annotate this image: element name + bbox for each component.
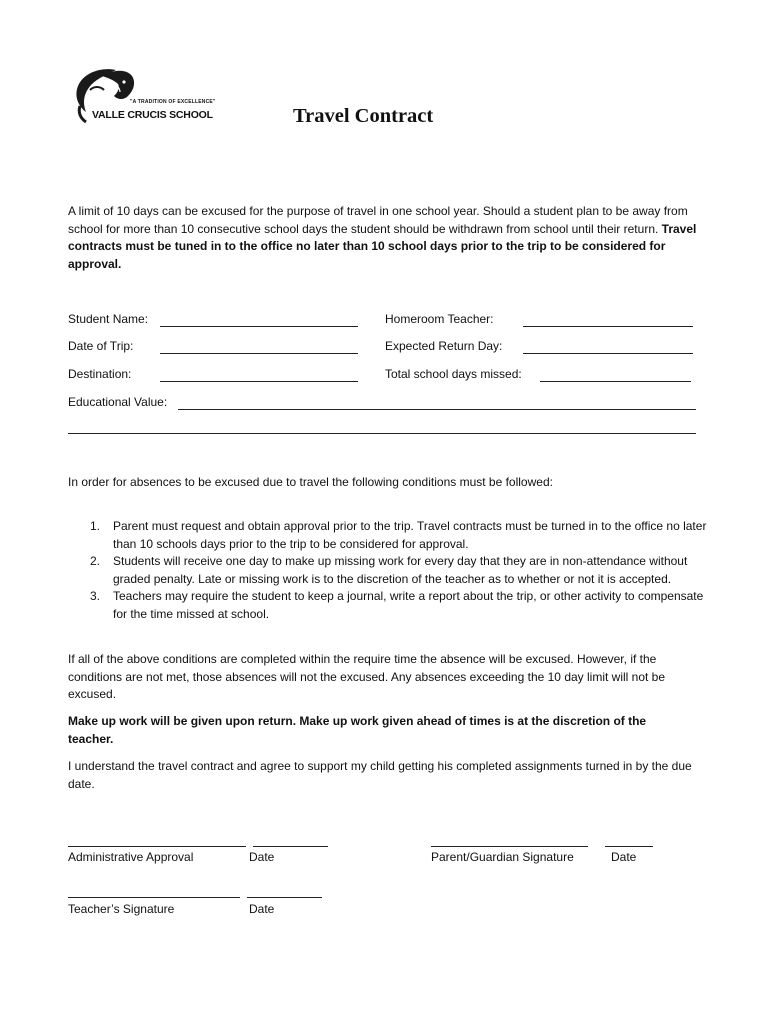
teacher-signature-line[interactable]: [68, 897, 240, 898]
teacher-signature-label: Teacher’s Signature: [68, 902, 175, 916]
excused-paragraph: If all of the above conditions are completed within the require time the absence will be excused. However, if the conditions are not met, those absences will not the excused. Any absences exceeding the 10 day limit will not be excused.: [68, 652, 666, 701]
school-logo: [72, 66, 214, 128]
educational-value-label: Educational Value:: [68, 395, 168, 409]
date-of-trip-line[interactable]: [160, 353, 358, 354]
teacher-date-label: Date: [249, 902, 275, 916]
homeroom-teacher-line[interactable]: [523, 326, 693, 327]
educational-value-line[interactable]: [178, 409, 696, 410]
logo-tagline: "A TRADITION OF EXCELLENCE": [130, 99, 216, 105]
total-days-missed-label: Total school days missed:: [385, 367, 522, 381]
list-item: [90, 518, 710, 553]
list-item: [90, 553, 710, 588]
intro-paragraph: [68, 203, 708, 273]
page-title: Travel Contract: [293, 105, 434, 127]
homeroom-teacher-label: Homeroom Teacher:: [385, 312, 494, 326]
list-item-text: Students will receive one day to make up missing work for every day that they are in non-attendance without graded penalty. Late or missing work is to the discretion of the teacher as to whether or not it is accepted.: [113, 554, 688, 586]
admin-approval-line[interactable]: [68, 846, 246, 847]
destination-line[interactable]: [160, 381, 358, 382]
intro-bold-text: Travel contracts must be tuned in to the office no later than 10 school days prior to the trip to be considered for approval.: [68, 221, 697, 271]
educational-value-line-2[interactable]: [68, 433, 696, 434]
list-item: [90, 588, 710, 623]
destination-label: Destination:: [68, 367, 132, 381]
admin-date-label: Date: [249, 850, 275, 864]
conditions-intro: In order for absences to be excused due to travel the following conditions must be followed:: [68, 475, 553, 489]
student-name-line[interactable]: [160, 326, 358, 327]
admin-approval-label: Administrative Approval: [68, 850, 194, 864]
expected-return-day-label: Expected Return Day:: [385, 339, 503, 353]
list-item-number: 2.: [90, 554, 101, 568]
intro-text: A limit of 10 days can be excused for the purpose of travel in one school year. Should a student plan to be away from school for more than 10 consecutive school days the student should be withdrawn from school until their return.: [68, 204, 688, 236]
date-of-trip-label: Date of Trip:: [68, 339, 134, 353]
total-days-missed-line[interactable]: [540, 381, 691, 382]
expected-return-day-line[interactable]: [523, 353, 693, 354]
logo-school-name: VALLE CRUCIS SCHOOL: [92, 109, 213, 121]
makeup-paragraph: Make up work will be given upon return. Make up work given ahead of times is at the discretion of the teacher.: [68, 714, 647, 746]
parent-date-label: Date: [611, 850, 637, 864]
conditions-list: [90, 518, 710, 623]
list-item-text: Parent must request and obtain approval prior to the trip. Travel contracts must be turned in to the office no later than 10 schools days prior to the trip to be considered for approval.: [113, 519, 707, 551]
parent-signature-line[interactable]: [431, 846, 588, 847]
parent-date-line[interactable]: [605, 846, 653, 847]
list-item-text: Teachers may require the student to keep a journal, write a report about the trip, or other activity to compensate for the time missed at school.: [113, 589, 704, 621]
student-name-label: Student Name:: [68, 312, 149, 326]
list-item-number: 1.: [90, 519, 101, 533]
teacher-date-line[interactable]: [247, 897, 322, 898]
agreement-paragraph: I understand the travel contract and agree to support my child getting his completed assignments turned in by the due date.: [68, 759, 692, 791]
list-item-number: 3.: [90, 589, 101, 603]
admin-date-line[interactable]: [253, 846, 328, 847]
parent-signature-label: Parent/Guardian Signature: [431, 850, 574, 864]
